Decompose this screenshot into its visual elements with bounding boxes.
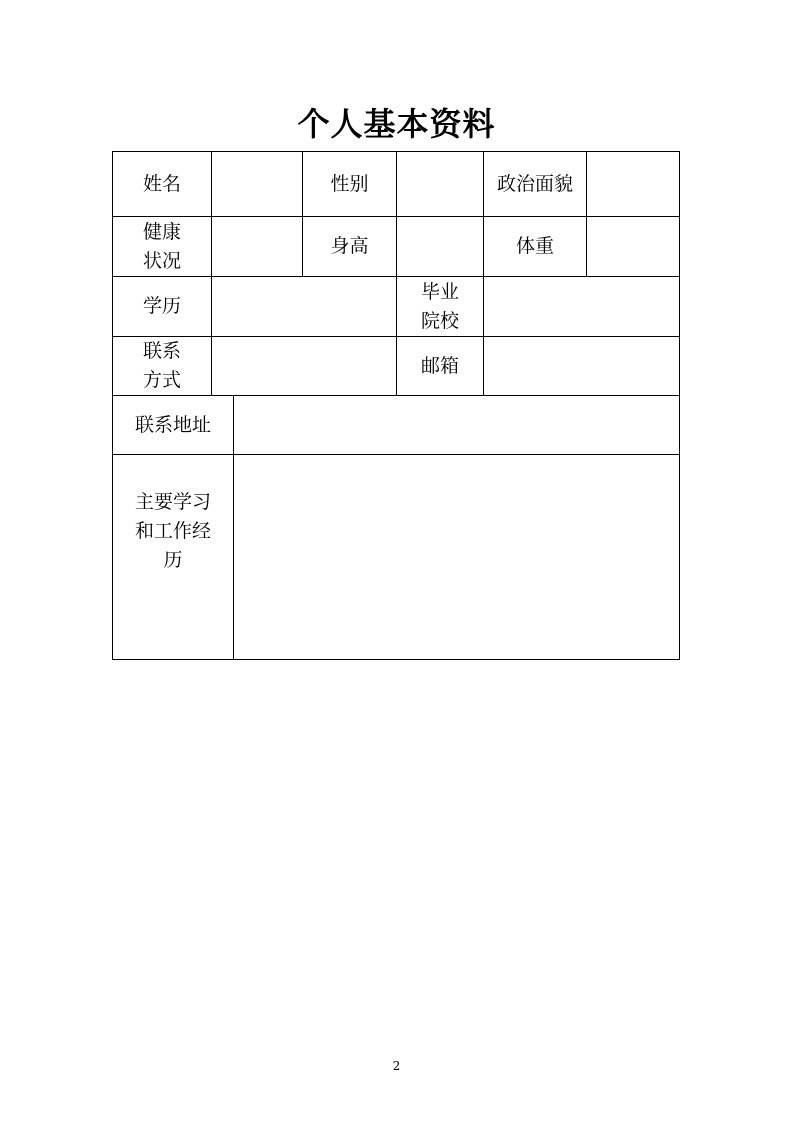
graduated-school-label: 毕业 院校 xyxy=(420,280,459,332)
graduated-school-value-cell[interactable] xyxy=(484,277,679,337)
political-status-label-cell xyxy=(484,152,587,217)
height-label: 身高 xyxy=(330,235,369,257)
email-label-cell xyxy=(397,337,484,396)
gender-label-cell xyxy=(303,152,397,217)
experience-label: 主要学习 和工作经 历 xyxy=(134,491,211,571)
weight-label: 体重 xyxy=(515,235,554,257)
gender-value-cell[interactable] xyxy=(397,152,484,217)
health-label: 健康 状况 xyxy=(142,220,181,272)
experience-label-cell xyxy=(113,455,234,659)
name-label: 姓名 xyxy=(142,172,181,195)
address-value-cell[interactable] xyxy=(234,396,679,455)
height-label-cell xyxy=(303,217,397,277)
contact-value-cell[interactable] xyxy=(212,337,397,396)
contact-label-cell xyxy=(113,337,212,396)
health-label-cell xyxy=(113,217,212,277)
weight-label-cell xyxy=(484,217,587,277)
page-number: 2 xyxy=(392,1059,401,1073)
health-value-cell[interactable] xyxy=(212,217,303,277)
email-label: 邮箱 xyxy=(420,354,459,377)
contact-label: 联系 方式 xyxy=(142,340,181,391)
page-title: 个人基本资料 xyxy=(297,105,496,143)
political-status-value-cell[interactable] xyxy=(587,152,679,217)
experience-value-cell[interactable] xyxy=(234,455,679,659)
education-label-cell xyxy=(113,277,212,337)
address-label: 联系地址 xyxy=(134,413,211,436)
email-value-cell[interactable] xyxy=(484,337,679,396)
personal-info-form xyxy=(112,151,680,660)
name-label-cell xyxy=(113,152,212,217)
gender-label: 性别 xyxy=(330,172,369,195)
education-value-cell[interactable] xyxy=(212,277,397,337)
weight-value-cell[interactable] xyxy=(587,217,679,277)
address-label-cell xyxy=(113,396,234,455)
education-label: 学历 xyxy=(142,295,181,317)
graduated-school-label-cell xyxy=(397,277,484,337)
name-value-cell[interactable] xyxy=(212,152,303,217)
height-value-cell[interactable] xyxy=(397,217,484,277)
political-status-label: 政治面貌 xyxy=(496,172,573,195)
